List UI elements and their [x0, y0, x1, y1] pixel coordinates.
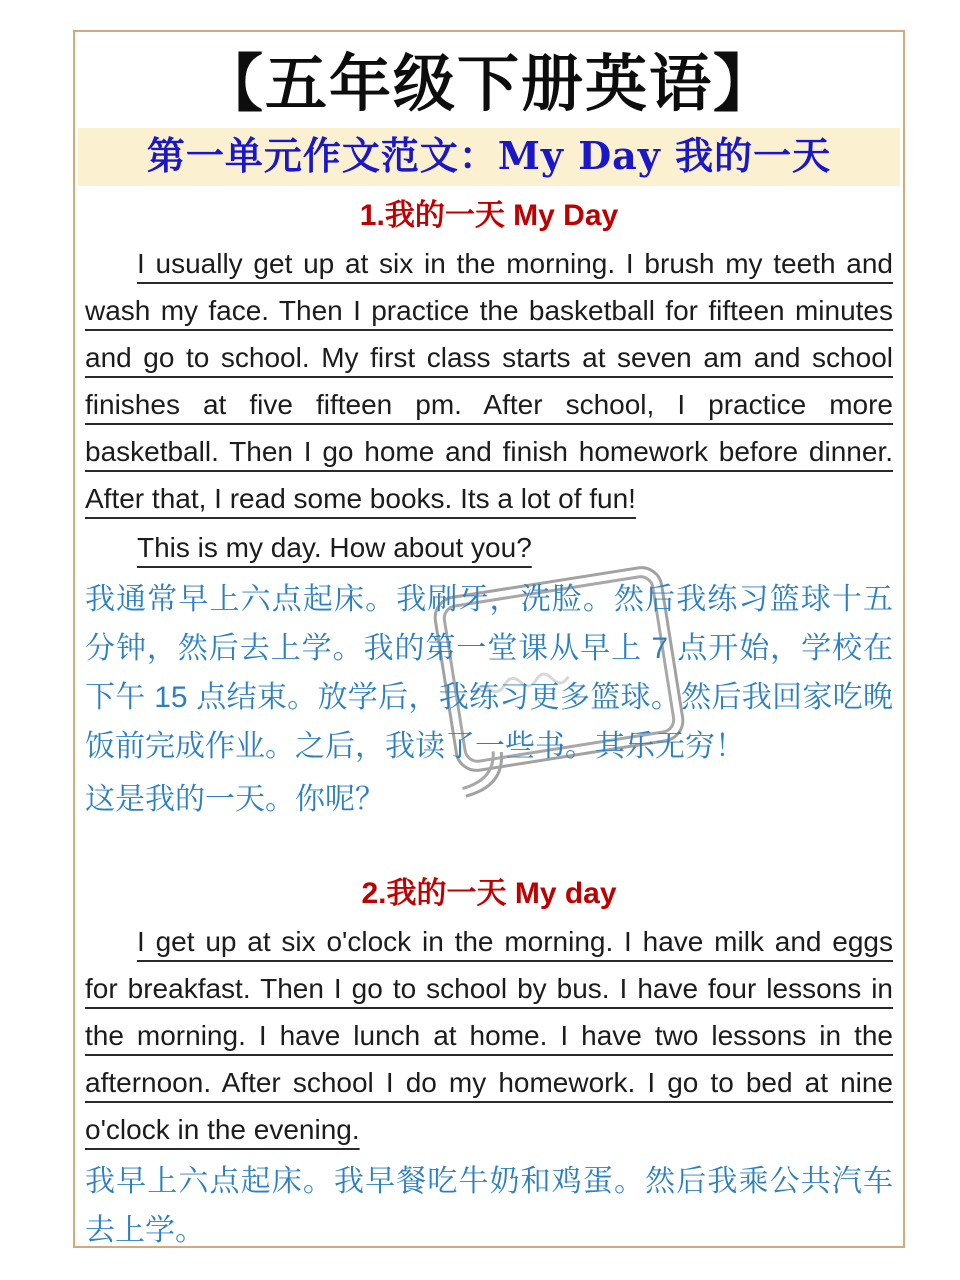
essay-2-heading: 2.我的一天 My day: [361, 877, 617, 910]
essay-1-chinese-translation: 我通常早上六点起床。我刷牙，洗脸。然后我练习篮球十五分钟，然后去上学。我的第一堂课从早上 7 点开始，学校在下午 15 点结束。放学后，我练习更多篮球。然后我回家吃晚饭前完成作业。之后，我读了一些书。其乐无穷！: [85, 583, 893, 763]
page-border-frame: [73, 30, 905, 1248]
essay-1-english-paragraph: I usually get up at six in the morning. I brush my teeth and wash my face. Then I practice the basketball for fifteen minutes and go to school. My first class starts at seven am and school finishes at five fifteen pm. After school, I practice more basketball. Then I go home and finish homework before dinner. After that, I read some books. Its a lot of fun!: [85, 248, 893, 514]
essay-1-heading: 1.我的一天 My Day: [359, 199, 619, 232]
document-content: [75, 48, 903, 1255]
essay-2-english-paragraph: I get up at six o'clock in the morning. I have milk and eggs for breakfast. Then I go to school by bus. I have four lessons in the morning. I have lunch at home. I have two lessons in the afternoon. After school I do my homework. I go to bed at nine o'clock in the evening.: [85, 926, 893, 1145]
essay-section-1: [75, 196, 903, 824]
essay-1-chinese-closing-line: 这是我的一天。你呢？: [85, 783, 385, 816]
unit-banner: [78, 128, 900, 186]
page-title: 【五年级下册英语】: [200, 47, 777, 120]
essay-1-english-closing-line: This is my day. How about you?: [137, 532, 532, 563]
essay-2-chinese-translation: 我早上六点起床。我早餐吃牛奶和鸡蛋。然后我乘公共汽车去上学。: [85, 1165, 893, 1247]
essay-section-2: [75, 874, 903, 1255]
unit-banner-text: 第一单元作文范文：My Day 我的一天: [146, 133, 832, 178]
